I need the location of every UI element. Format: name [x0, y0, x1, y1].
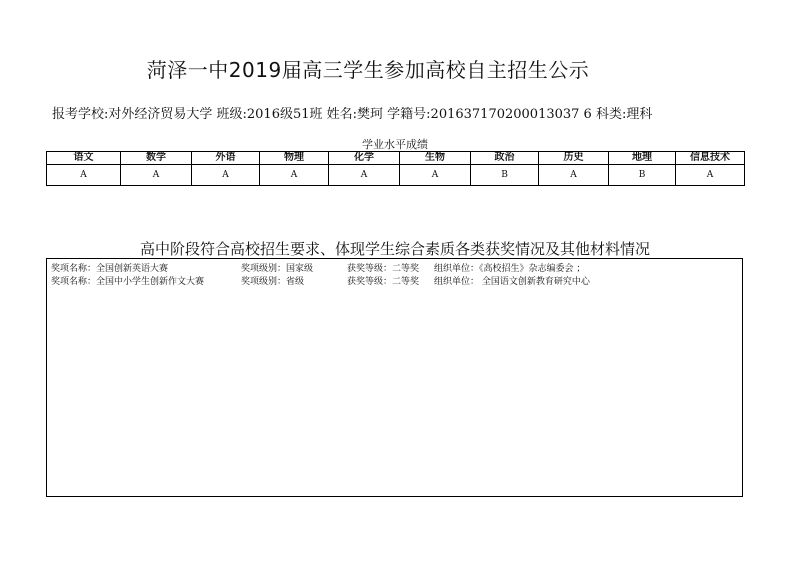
page-title: 菏泽一中2019届高三学生参加高校自主招生公示 [146, 58, 590, 82]
subject-header: 语文 [47, 152, 121, 165]
grade-cell: A [47, 165, 121, 186]
awards-section-heading: 高中阶段符合高校招生要求、体现学生综合素质各类获奖情况及其他材料情况 [139, 240, 650, 258]
awards-box [46, 258, 743, 497]
subject-header: 历史 [539, 152, 609, 165]
grade-cell: A [121, 165, 192, 186]
grade-cell: B [609, 165, 676, 186]
grade-cell: A [400, 165, 471, 186]
subject-header: 地理 [609, 152, 676, 165]
subject-header: 外语 [192, 152, 260, 165]
academic-grades-table [46, 151, 745, 186]
subject-header: 化学 [329, 152, 400, 165]
grade-cell: A [539, 165, 609, 186]
award-grade: 获奖等级：二等奖 [347, 277, 420, 287]
academic-section-label: 学业水平成绩 [362, 138, 428, 151]
subject-header: 政治 [471, 152, 539, 165]
grade-cell: A [260, 165, 329, 186]
award-name: 奖项名称：全国创新英语大赛 [51, 264, 169, 274]
grades-row [47, 165, 745, 186]
grade-cell: B [471, 165, 539, 186]
award-grade: 获奖等级：二等奖 [347, 264, 420, 274]
subjects-header-row [47, 152, 745, 165]
award-row [51, 263, 742, 276]
subject-header: 物理 [260, 152, 329, 165]
award-level: 奖项级别：国家级 [241, 264, 314, 274]
student-info-line: 报考学校:对外经济贸易大学 班级:2016级51班 姓名:樊珂 学籍号:201637170200013037 6 科类:理科 [52, 107, 653, 122]
award-organizer: 组织单位： 全国语文创新教育研究中心 [434, 277, 590, 287]
subject-header: 生物 [400, 152, 471, 165]
subject-header: 信息技术 [676, 152, 745, 165]
subject-header: 数学 [121, 152, 192, 165]
award-name: 奖项名称：全国中小学生创新作文大赛 [51, 277, 205, 287]
grade-cell: A [329, 165, 400, 186]
grade-cell: A [676, 165, 745, 186]
grade-cell: A [192, 165, 260, 186]
award-row [51, 276, 742, 289]
award-organizer: 组织单位：《高校招生》杂志编委会 ； [434, 264, 586, 274]
award-level: 奖项级别：省级 [241, 277, 305, 287]
